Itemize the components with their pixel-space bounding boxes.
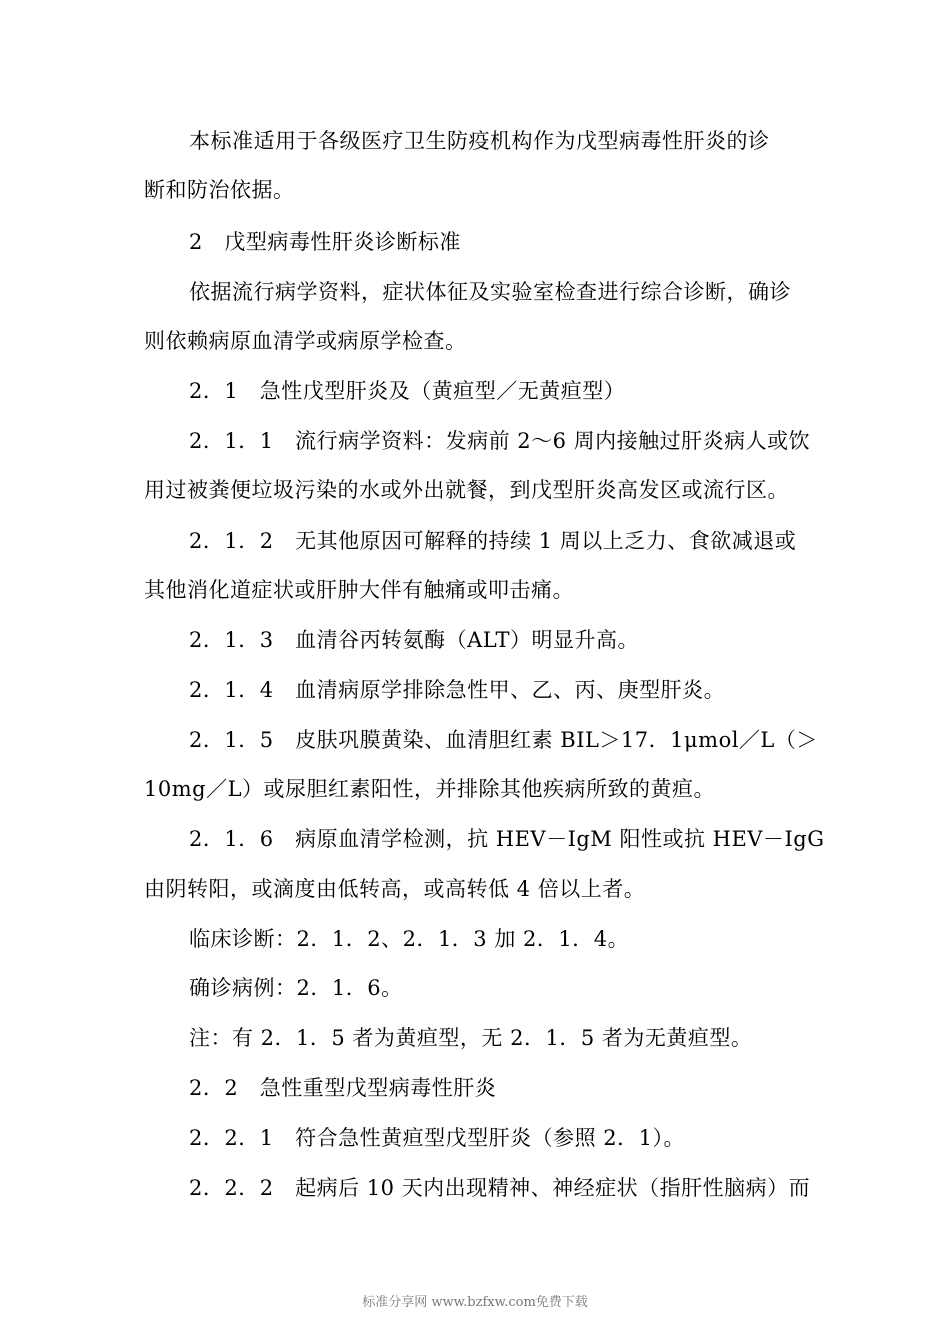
text-line: 2．2．2 起病后 10 天内出现精神、神经症状（指肝性脑病）而 <box>189 1176 811 1200</box>
text-line: 由阴转阳，或滴度由低转高，或高转低 4 倍以上者。 <box>144 877 646 901</box>
text-line: 用过被粪便垃圾污染的水或外出就餐，到戊型肝炎高发区或流行区。 <box>144 478 789 502</box>
text-line: 依据流行病学资料，症状体征及实验室检查进行综合诊断，确诊 <box>189 280 791 304</box>
section-heading: 2．1 急性戊型肝炎及（黄疸型／无黄疸型） <box>189 379 626 403</box>
text-line: 10mg／L）或尿胆红素阳性，并排除其他疾病所致的黄疸。 <box>144 777 716 801</box>
text-line: 2．2．1 符合急性黄疸型戊型肝炎（参照 2．1）。 <box>189 1126 685 1150</box>
section-heading: 2 戊型病毒性肝炎诊断标准 <box>189 230 461 254</box>
note-line: 注：有 2．1．5 者为黄疸型，无 2．1．5 者为无黄疸型。 <box>189 1026 753 1050</box>
text-line: 本标准适用于各级医疗卫生防疫机构作为戊型病毒性肝炎的诊 <box>189 129 770 153</box>
text-line: 断和防治依据。 <box>144 178 295 202</box>
text-line: 则依赖病原血清学或病原学检查。 <box>144 329 467 353</box>
text-line: 2．1．5 皮肤巩膜黄染、血清胆红素 BIL＞17．1μmol／L（＞ <box>189 728 818 752</box>
text-line: 其他消化道症状或肝肿大伴有触痛或叩击痛。 <box>144 578 574 602</box>
text-line: 临床诊断：2．1．2、2．1．3 加 2．1．4。 <box>189 927 630 951</box>
text-line: 2．1．1 流行病学资料：发病前 2～6 周内接触过肝炎病人或饮 <box>189 429 811 453</box>
text-line: 2．1．3 血清谷丙转氨酶（ALT）明显升高。 <box>189 628 639 652</box>
text-line: 2．1．2 无其他原因可解释的持续 1 周以上乏力、食欲减退或 <box>189 529 797 553</box>
text-line: 确诊病例：2．1．6。 <box>189 976 403 1000</box>
text-line: 2．1．4 血清病原学排除急性甲、乙、丙、庚型肝炎。 <box>189 678 726 702</box>
footer-watermark: 标准分享网 www.bzfxw.com免费下载 <box>362 1295 588 1310</box>
section-heading: 2．2 急性重型戊型病毒性肝炎 <box>189 1076 497 1100</box>
text-line: 2．1．6 病原血清学检测，抗 HEV－IgM 阳性或抗 HEV－IgG <box>189 827 825 851</box>
